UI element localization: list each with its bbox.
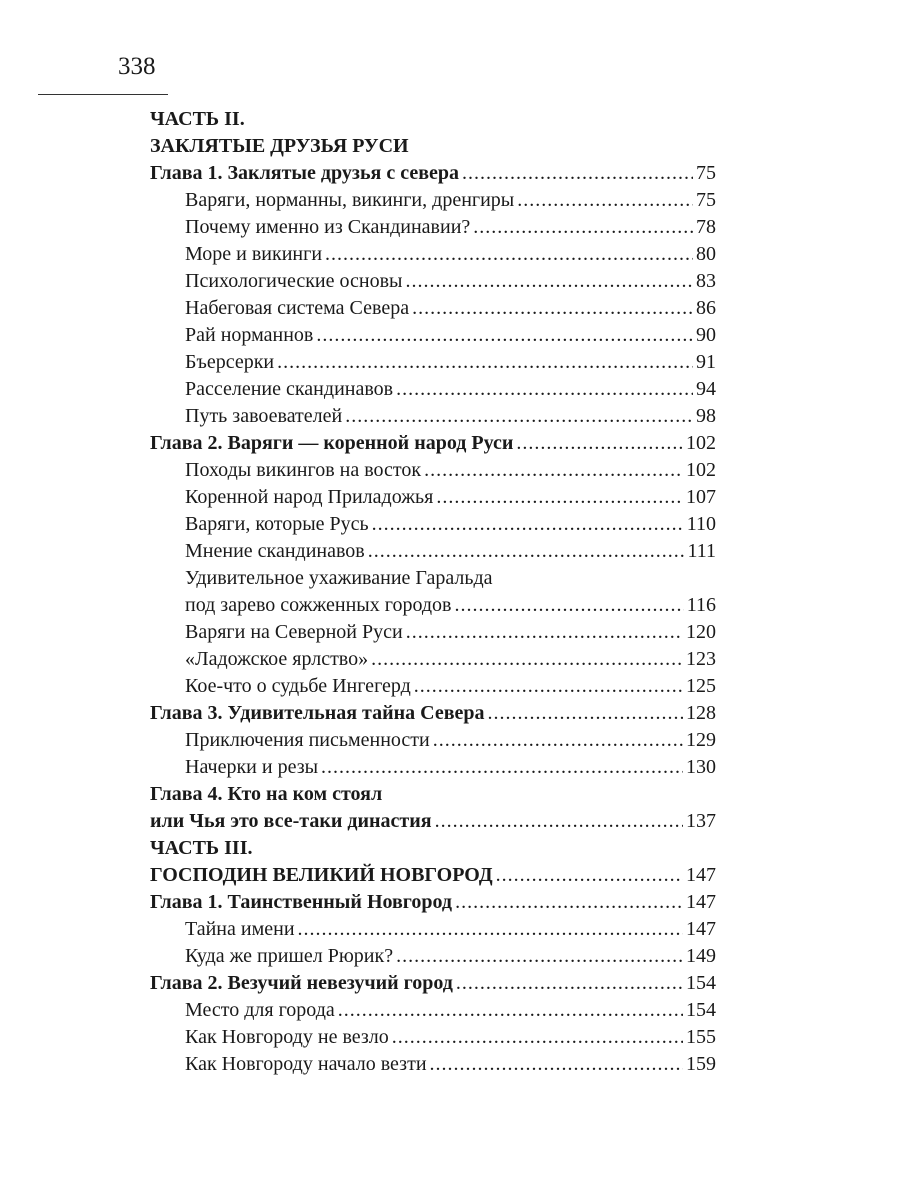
toc-entry-page: 116 [686,594,716,616]
toc-entry-chapter [150,700,716,727]
toc-entry-section [150,322,716,349]
toc-entry-chapter [150,808,716,835]
dot-leader [473,214,693,241]
dot-leader [371,646,683,673]
toc-entry-chapter [150,889,716,916]
toc-entry-title: Куда же пришел Рюрик? [185,945,394,967]
dot-leader [454,592,683,619]
toc-entry-title: под зарево сожженных городов [185,594,452,616]
toc-entry-section [150,484,716,511]
dot-leader [433,727,683,754]
toc-entry-page: 98 [696,405,716,427]
dot-leader [277,349,693,376]
toc-entry-page: 128 [686,702,716,724]
toc-entry-part [150,835,716,862]
toc-entry-title: Кое-что о судьбе Ингегерд [185,675,411,697]
dot-leader [321,754,683,781]
toc-entry-page: 120 [686,621,716,643]
toc-entry-page: 123 [686,648,716,670]
dot-leader [462,160,693,187]
toc-entry-page: 80 [696,243,716,265]
dot-leader [516,430,683,457]
dot-leader [430,1051,683,1078]
toc-entry-title: Варяги, которые Русь [185,513,369,535]
toc-entry-section [150,349,716,376]
toc-entry-title: Путь завоевателей [185,405,343,427]
dot-leader [316,322,693,349]
toc-entry-section [150,646,716,673]
toc-entry-page: 125 [686,675,716,697]
toc-entry-title: ЧАСТЬ III. [150,837,253,859]
toc-entry-section [150,673,716,700]
toc-entry-section [150,727,716,754]
toc-entry-section [150,376,716,403]
toc-entry-section [150,403,716,430]
toc-entry-title: Как Новгороду начало везти [185,1053,427,1075]
toc-entry-page: 130 [686,756,716,778]
toc-entry-part [150,106,716,133]
dot-leader [396,943,683,970]
toc-entry-page: 107 [686,486,716,508]
dot-leader [412,295,693,322]
toc-entry-page: 149 [686,945,716,967]
dot-leader [414,673,683,700]
toc-entry-section [150,916,716,943]
toc-entry-section [150,943,716,970]
toc-entry-title: Глава 3. Удивительная тайна Севера [150,702,485,724]
toc-entry-page: 102 [686,459,716,481]
toc-entry-section [150,511,716,538]
toc-entry-section [150,1024,716,1051]
dot-leader [406,619,683,646]
toc-entry-title: Удивительное ухаживание Гаральда [185,567,493,589]
toc-entry-section [150,538,716,565]
toc-entry-section [150,214,716,241]
toc-entry-page: 155 [686,1026,716,1048]
toc-entry-title: или Чья это все-таки династия [150,810,432,832]
toc-entry-title: Почему именно из Скандинавии? [185,216,471,238]
dot-leader [436,484,683,511]
toc-entry-chapter [150,970,716,997]
page-number: 338 [118,53,156,80]
toc-entry-title: «Ладожское ярлство» [185,648,369,670]
toc-entry-page: 94 [696,378,716,400]
toc-entry-title: Глава 2. Везучий невезучий город [150,972,453,994]
toc-entry-page: 83 [696,270,716,292]
toc-entry-page: 75 [696,189,716,211]
dot-leader [345,403,693,430]
dot-leader [455,889,683,916]
toc-entry-section [150,754,716,781]
toc-entry-title: Море и викинги [185,243,323,265]
table-of-contents [150,106,716,1078]
toc-entry-section [150,1051,716,1078]
toc-entry-section-start [150,565,716,592]
toc-entry-section [150,187,716,214]
toc-entry-section [150,457,716,484]
toc-entry-section [150,295,716,322]
toc-entry-title: Глава 1. Таинственный Новгород [150,891,453,913]
dot-leader [405,268,693,295]
toc-entry-title: Расселение скандинавов [185,378,394,400]
toc-entry-chapter-start [150,781,716,808]
toc-entry-title: ЗАКЛЯТЫЕ ДРУЗЬЯ РУСИ [150,135,409,157]
toc-entry-title: Как Новгороду не везло [185,1026,389,1048]
toc-entry-title: Глава 4. Кто на ком стоял [150,783,383,805]
toc-entry-page: 147 [686,918,716,940]
toc-entry-title: Варяги, норманны, викинги, дренгиры [185,189,515,211]
toc-entry-page: 154 [686,999,716,1021]
toc-entry-section [150,619,716,646]
toc-entry-title: Глава 1. Заклятые друзья с севера [150,162,460,184]
dot-leader [435,808,683,835]
dot-leader [368,538,685,565]
dot-leader [338,997,683,1024]
toc-entry-title: Бъерсерки [185,351,275,373]
toc-entry-section [150,268,716,295]
toc-entry-page: 111 [687,540,716,562]
toc-entry-title: Тайна имени [185,918,295,940]
dot-leader [325,241,693,268]
toc-entry-title: Варяги на Северной Руси [185,621,403,643]
toc-entry-section [150,592,716,619]
toc-entry-page: 110 [686,513,716,535]
dot-leader [517,187,693,214]
toc-entry-title: Глава 2. Варяги — коренной народ Руси [150,432,514,454]
toc-entry-title: Мнение скандинавов [185,540,365,562]
toc-entry-title: ЧАСТЬ II. [150,108,245,130]
toc-entry-title: Рай норманнов [185,324,314,346]
toc-entry-chapter [150,862,716,889]
dot-leader [424,457,683,484]
toc-entry-title: Психологические основы [185,270,403,292]
toc-entry-page: 159 [686,1053,716,1075]
toc-entry-chapter [150,160,716,187]
toc-entry-page: 137 [686,810,716,832]
dot-leader [392,1024,683,1051]
toc-entry-page: 86 [696,297,716,319]
toc-entry-page: 75 [696,162,716,184]
toc-entry-title: Приключения письменности [185,729,430,751]
toc-entry-title: Место для города [185,999,335,1021]
toc-entry-title: Начерки и резы [185,756,319,778]
dot-leader [496,862,683,889]
toc-entry-page: 147 [686,891,716,913]
toc-entry-section [150,997,716,1024]
dot-leader [456,970,683,997]
header-rule [38,94,168,95]
dot-leader [298,916,683,943]
toc-entry-section [150,241,716,268]
dot-leader [372,511,684,538]
toc-entry-page: 102 [686,432,716,454]
toc-entry-page: 147 [686,864,716,886]
toc-entry-page: 91 [696,351,716,373]
toc-entry-page: 154 [686,972,716,994]
toc-entry-page: 78 [696,216,716,238]
toc-entry-title: Набеговая система Севера [185,297,410,319]
toc-entry-title: Коренной народ Приладожья [185,486,434,508]
dot-leader [488,700,683,727]
toc-entry-part [150,133,716,160]
toc-entry-title: Походы викингов на восток [185,459,422,481]
toc-entry-page: 90 [696,324,716,346]
toc-entry-chapter [150,430,716,457]
toc-entry-title: ГОСПОДИН ВЕЛИКИЙ НОВГОРОД [150,864,493,886]
toc-entry-page: 129 [686,729,716,751]
dot-leader [396,376,693,403]
